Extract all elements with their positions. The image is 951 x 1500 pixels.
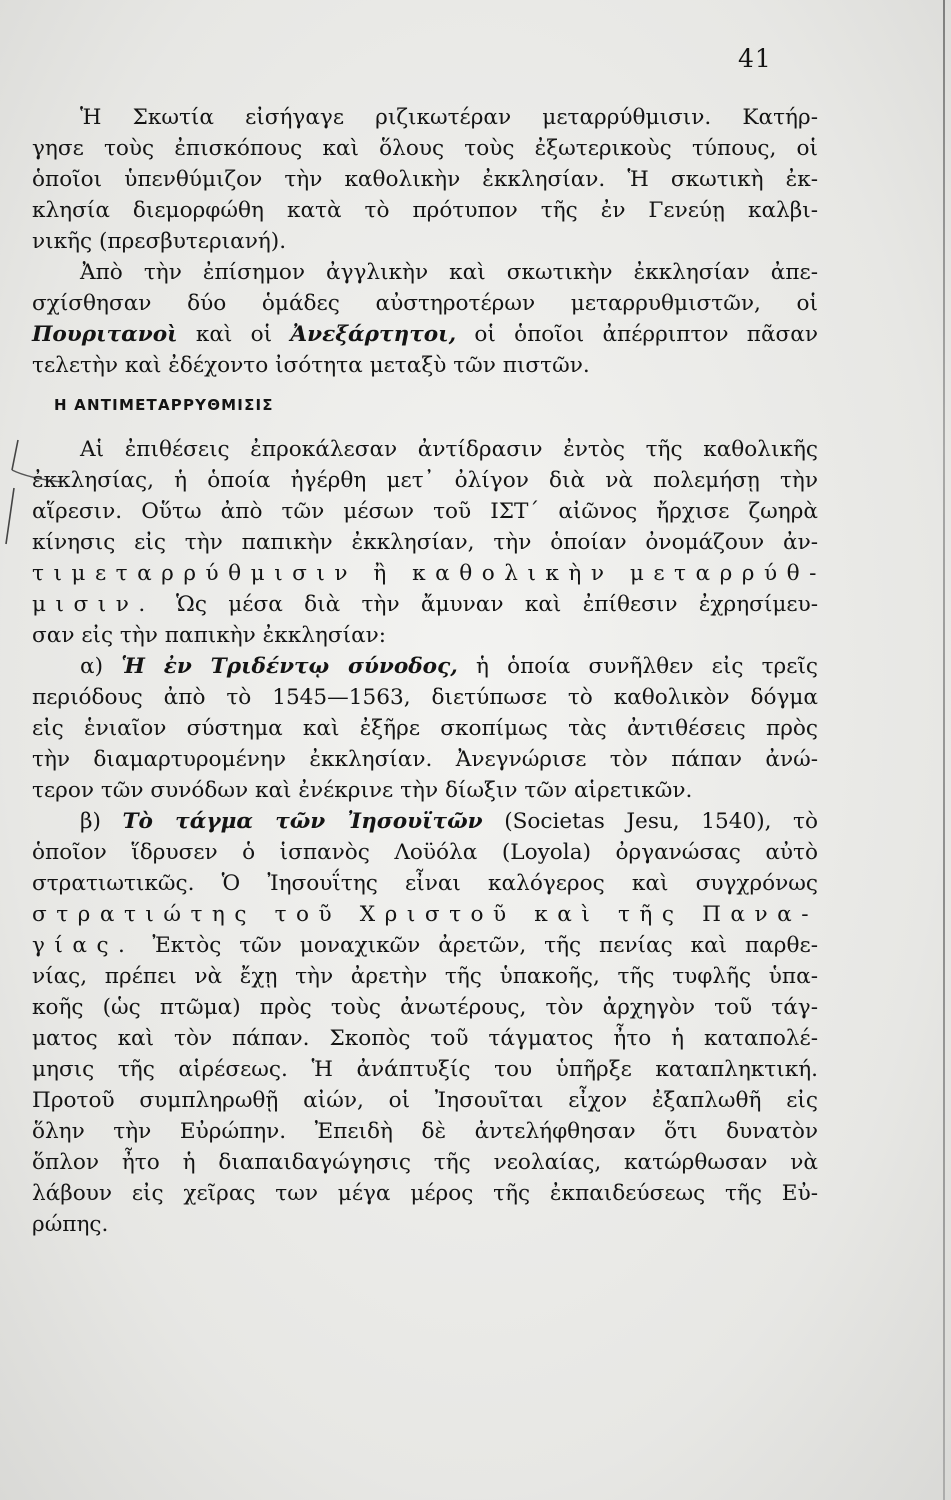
text-fragment: καὶ οἱ bbox=[177, 322, 291, 347]
section-heading: Η ΑΝΤΙΜΕΤΑΡΡΥΘΜΙΣΙΣ bbox=[54, 396, 274, 414]
text-line: Ἀπὸ τὴν ἐπίσημον ἀγγλικὴν καὶ σκωτικὴν ἐκκλησίαν ἀπε- bbox=[80, 260, 818, 285]
text-fragment-spaced: μισιν. bbox=[32, 592, 155, 617]
text-line: στρατιωτικῶς. Ὁ Ἰησουΐτης εἶναι καλόγερος καὶ συγχρόνως bbox=[32, 871, 818, 896]
paragraph-puritans bbox=[32, 257, 818, 381]
text-line: ρώπης. bbox=[32, 1212, 109, 1237]
text-fragment: ἡ ὁποία συνῆλθεν εἰς τρεῖς bbox=[457, 654, 818, 679]
text-fragment-spaced: γίας. bbox=[32, 933, 135, 958]
paragraph-council-of-trent bbox=[32, 651, 818, 806]
text-fragment: (Societas Jesu, 1540), τὸ bbox=[482, 809, 818, 834]
term-puritans: Πουριτανοὶ bbox=[32, 322, 178, 347]
text-line: ματος καὶ τὸν πάπαν. Σκοπὸς τοῦ τάγματος ἦτο ἡ καταπολέ- bbox=[32, 1026, 818, 1051]
page-edge-shadow bbox=[943, 0, 945, 1500]
text-line: Προτοῦ συμπληρωθῇ αἰών, οἱ Ἰησουῖται εἶχον ἐξαπλωθῆ εἰς bbox=[32, 1088, 818, 1113]
text-line: μησις τῆς αἱρέσεως. Ἡ ἀνάπτυξίς του ὑπῆρξε καταπληκτική. bbox=[32, 1057, 818, 1082]
text-line: ἐκκλησίας, ἡ ὁποία ἠγέρθη μετ᾽ ὀλίγον διὰ νὰ πολεμήσῃ τὴν bbox=[32, 468, 818, 493]
paragraph-jesuits bbox=[32, 806, 818, 1240]
text-line: Ἡ Σκωτία εἰσήγαγε ριζικωτέραν μεταρρύθμισιν. Κατήρ- bbox=[80, 105, 818, 130]
text-line: αἵρεσιν. Οὕτω ἀπὸ τῶν μέσων τοῦ ΙΣΤ´ αἰῶνος ἤρχισε ζωηρὰ bbox=[32, 499, 818, 524]
text-line: σαν εἰς τὴν παπικὴν ἐκκλησίαν: bbox=[32, 623, 387, 648]
text-fragment: α) bbox=[80, 654, 122, 679]
text-line: γησε τοὺς ἐπισκόπους καὶ ὅλους τοὺς ἐξωτερικοὺς τύπους, οἱ bbox=[32, 136, 818, 161]
text-fragment: Ὡς μέσα διὰ τὴν ἄμυναν καὶ ἐπίθεσιν ἐχρησίμευ- bbox=[154, 592, 818, 617]
text-line: νίας, πρέπει νὰ ἔχῃ τὴν ἀρετὴν τῆς ὑπακοῆς, τῆς τυφλῆς ὑπα- bbox=[32, 964, 818, 989]
text-line-spaced: στρατιώτης τοῦ Χριστοῦ καὶ τῆς Πανα- bbox=[32, 902, 818, 927]
text-line: κίνησις εἰς τὴν παπικὴν ἐκκλησίαν, τὴν ὁποίαν ὀνομάζουν ἀν- bbox=[32, 530, 818, 555]
text-line: εἰς ἑνιαῖον σύστημα καὶ ἐξῆρε σκοπίμως τὰς ἀντιθέσεις πρὸς bbox=[32, 716, 818, 741]
text-fragment: οἱ ὁποῖοι ἀπέρριπτον πᾶσαν bbox=[456, 322, 818, 347]
text-line bbox=[32, 930, 818, 961]
text-line: Αἱ ἐπιθέσεις ἐπροκάλεσαν ἀντίδρασιν ἐντὸς τῆς καθολικῆς bbox=[80, 437, 818, 462]
text-line: τερον τῶν συνόδων καὶ ἐνέκρινε τὴν δίωξιν τῶν αἱρετικῶν. bbox=[32, 778, 693, 803]
text-line: περιόδους ἀπὸ τὸ 1545—1563, διετύπωσε τὸ καθολικὸν δόγμα bbox=[32, 685, 818, 710]
text-line bbox=[32, 319, 818, 350]
text-line: τὴν διαμαρτυρομένην ἐκκλησίαν. Ἀνεγνώρισε τὸν πάπαν ἀνώ- bbox=[32, 747, 818, 772]
text-fragment: β) bbox=[80, 809, 123, 834]
text-line bbox=[32, 589, 818, 620]
text-fragment: Ἐκτὸς τῶν μοναχικῶν ἀρετῶν, τῆς πενίας καὶ παρθε- bbox=[134, 933, 818, 958]
text-line bbox=[32, 651, 818, 682]
text-line: κοῆς (ὡς πτῶμα) πρὸς τοὺς ἀνωτέρους, τὸν ἀρχηγὸν τοῦ τάγ- bbox=[32, 995, 818, 1020]
text-line: ὁποῖοι ὑπενθύμιζον τὴν καθολικὴν ἐκκλησίαν. Ἡ σκωτικὴ ἐκ- bbox=[32, 167, 818, 192]
text-line: σχίσθησαν δύο ὁμάδες αὐστηροτέρων μεταρρυθμιστῶν, οἱ bbox=[32, 291, 818, 316]
body-text bbox=[32, 102, 826, 1240]
text-line bbox=[32, 806, 818, 837]
text-line: τελετὴν καὶ ἐδέχοντο ἰσότητα μεταξὺ τῶν πιστῶν. bbox=[32, 353, 590, 378]
text-line: ὅλην τὴν Εὐρώπην. Ἐπειδὴ δὲ ἀντελήφθησαν ὅτι δυνατὸν bbox=[32, 1119, 818, 1144]
text-line: ὅπλον ἦτο ἡ διαπαιδαγώγησις τῆς νεολαίας, κατώρθωσαν νὰ bbox=[32, 1150, 818, 1175]
page-number: 41 bbox=[738, 44, 772, 73]
text-line: λάβουν εἰς χεῖρας των μέγα μέρος τῆς ἐκπαιδεύσεως τῆς Εὐ- bbox=[32, 1181, 818, 1206]
text-line: κλησία διεμορφώθη κατὰ τὸ πρότυπον τῆς ἐν Γενεύῃ καλβι- bbox=[32, 198, 818, 223]
term-jesuit-order: Τὸ τάγμα τῶν Ἰησουϊτῶν bbox=[122, 809, 483, 834]
paragraph-scotland bbox=[32, 102, 818, 257]
term-council-of-trent: Ἡ ἐν Τριδέντῳ σύνοδος, bbox=[121, 654, 458, 679]
text-line: ὁποῖον ἵδρυσεν ὁ ἱσπανὸς Λοϋόλα (Loyola) ὀργανώσας αὐτὸ bbox=[32, 840, 818, 865]
text-line: νικῆς (πρεσβυτεριανή). bbox=[32, 229, 287, 254]
paragraph-counter-reformation bbox=[32, 434, 826, 651]
term-independents: Ἀνεξάρτητοι, bbox=[290, 322, 457, 347]
text-line-spaced: τιμεταρρύθμισιν ἢ καθολικὴν μεταρρύθ- bbox=[32, 561, 826, 586]
